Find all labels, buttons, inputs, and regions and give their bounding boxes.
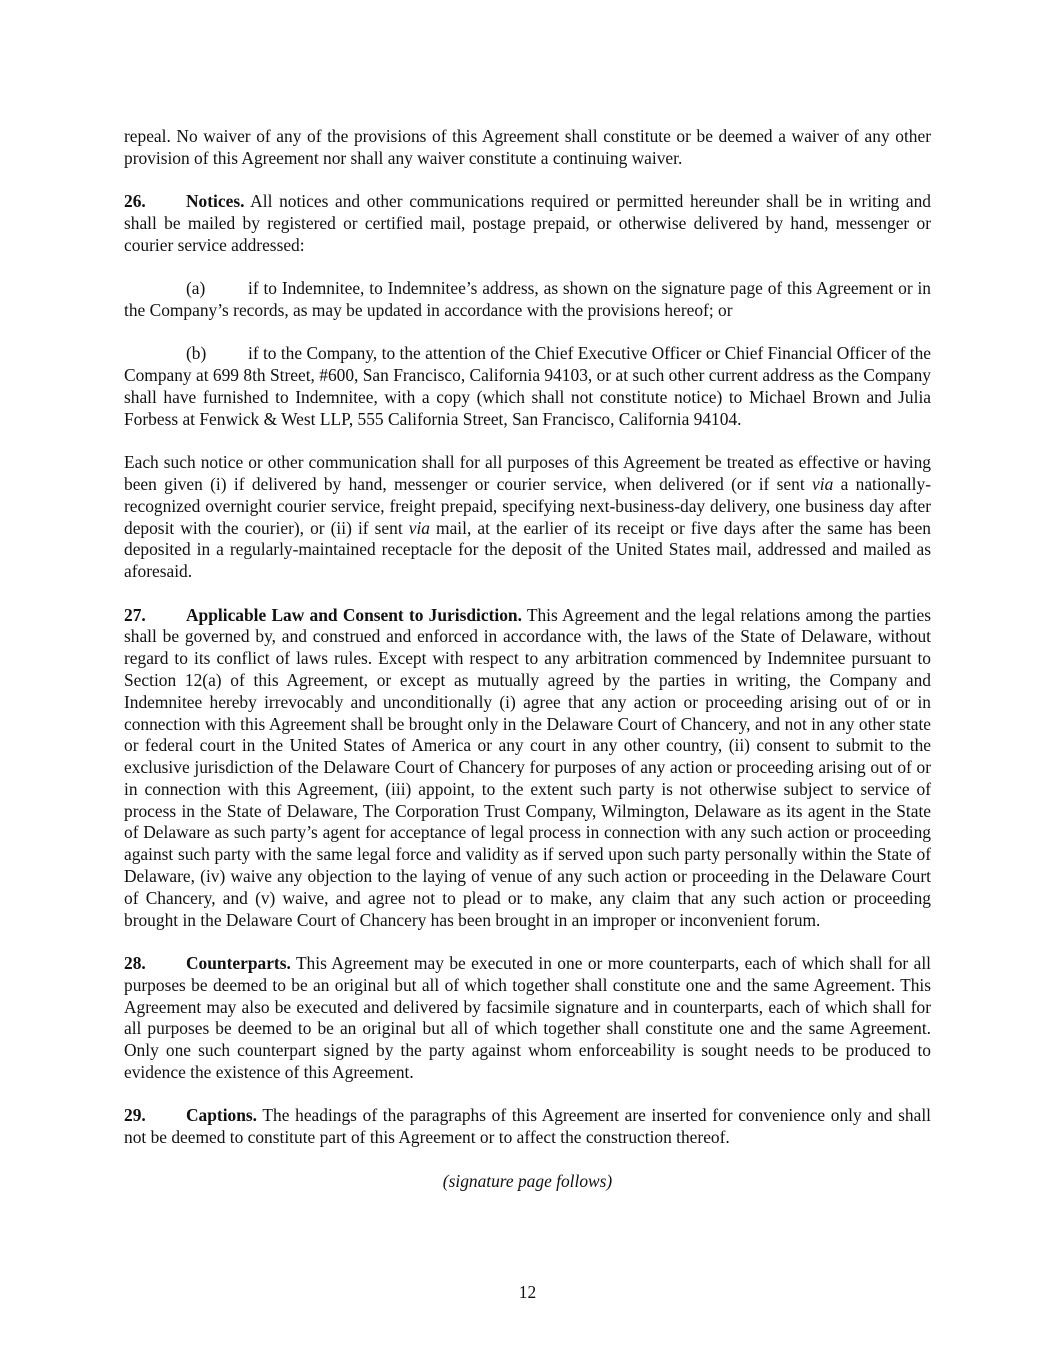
section-27-body: This Agreement and the legal relations among the parties shall be governed by, and construed and enforced in accordance with, the laws of the State of Delaware, without regard to its conflict of laws rules. Except with respect to any arbitration commenced by Indemnitee pursuant to Section 12(a) of this Agreement, or except as mutually agreed by the parties in writing, the Company and Indemnitee hereby irrevocably and unconditionally (i) agree that any action or proceeding arising out of or in connection with this Agreement shall be brought only in the Delaware Court of Chancery, and not in any other state or federal court in the United States of America or any court in any other country, (ii) consent to submit to the exclusive jurisdiction of the Delaware Court of Chancery for purposes of any action or proceeding arising out of or in connection with this Agreement, (iii) appoint, to the extent such party is not otherwise subject to service of process in the State of Delaware, The Corporation Trust Company, Wilmington, Delaware as its agent in the State of Delaware as such party’s agent for acceptance of legal process in connection with any such action or proceeding against such party with the same legal force and validity as if served upon such party personally within the State of Delaware, (iv) waive any objection to the laying of venue of any such action or proceeding in the Delaware Court of Chancery, and (v) waive, and agree not to plead or to make, any claim that any such action or proceeding brought in the Delaware Court of Chancery has been brought in an improper or inconvenient forum.: [124, 604, 931, 930]
section-29: [124, 1105, 931, 1149]
section-28: [124, 953, 931, 1084]
intro-paragraph: [124, 126, 931, 170]
section-29-heading: Captions.: [186, 1105, 258, 1126]
section-26-effective-paragraph: [124, 452, 931, 583]
page-number: 12: [518, 1282, 537, 1302]
section-26-item-a: [124, 278, 931, 322]
via-italic-1: via: [812, 473, 834, 494]
section-26: [124, 191, 931, 256]
section-29-number: 29.: [124, 1105, 146, 1126]
section-26-heading: Notices.: [186, 191, 245, 212]
section-29-body: The headings of the paragraphs of this Agreement are inserted for convenience only and shall not be deemed to constitute part of this Agreement or to affect the construction thereof.: [124, 1105, 931, 1148]
item-a-text: if to Indemnitee, to Indemnitee’s address, as shown on the signature page of this Agreement or in the Company’s records, as may be updated in accordance with the provisions hereof; or: [124, 278, 931, 320]
item-b-label: (b): [186, 343, 207, 364]
via-italic-2: via: [408, 517, 430, 538]
section-28-body: This Agreement may be executed in one or more counterparts, each of which shall for all purposes be deemed to be an original but all of which together shall constitute one and the same Agreement. This Agreement may also be executed and delivered by facsimile signature and in counterparts, each of which shall for all purposes be deemed to be an original but all of which together shall constitute one and the same Agreement. Only one such counterpart signed by the party against whom enforceability is sought needs to be produced to evidence the existence of this Agreement.: [124, 953, 931, 1083]
intro-text: repeal. No waiver of any of the provisions of this Agreement shall constitute or be deemed a waiver of any other provision of this Agreement nor shall any waiver constitute a continuing waiver.: [124, 126, 931, 168]
document-body: [124, 126, 931, 1214]
section-26-item-b: [124, 343, 931, 430]
section-28-heading: Counterparts.: [186, 953, 291, 974]
section-28-number: 28.: [124, 953, 146, 974]
section-26-number: 26.: [124, 191, 146, 212]
item-b-text: if to the Company, to the attention of the Chief Executive Officer or Chief Financial Officer of the Company at 699 8th Street, #600, San Francisco, California 94103, or at such other current address as the Company shall have furnished to Indemnitee, with a copy (which shall not constitute notice) to Michael Brown and Julia Forbess at Fenwick & West LLP, 555 California Street, San Francisco, California 94104.: [124, 343, 932, 429]
effective-text-2: a nationally-recognized overnight courier service, freight prepaid, specifying next-business-day delivery, one business day after deposit with the courier), or (ii) if sent: [124, 473, 931, 538]
effective-text-1: Each such notice or other communication shall for all purposes of this Agreement be treated as effective or having been given (i) if delivered by hand, messenger or courier service, when delivered (or if sent: [124, 452, 931, 494]
section-27: [124, 605, 931, 932]
section-27-heading: Applicable Law and Consent to Jurisdiction.: [186, 604, 522, 625]
effective-text-3: mail, at the earlier of its receipt or five days after the same has been deposited in a regularly-maintained receptacle for the deposit of the United States mail, addressed and mailed as aforesaid.: [124, 517, 931, 582]
item-a-label: (a): [186, 278, 206, 299]
signature-page-note: (signature page follows): [442, 1170, 613, 1191]
section-27-number: 27.: [124, 604, 146, 625]
section-26-body: All notices and other communications required or permitted hereunder shall be in writing and shall be mailed by registered or certified mail, postage prepaid, or otherwise delivered by hand, messenger or courier service addressed:: [124, 191, 932, 255]
